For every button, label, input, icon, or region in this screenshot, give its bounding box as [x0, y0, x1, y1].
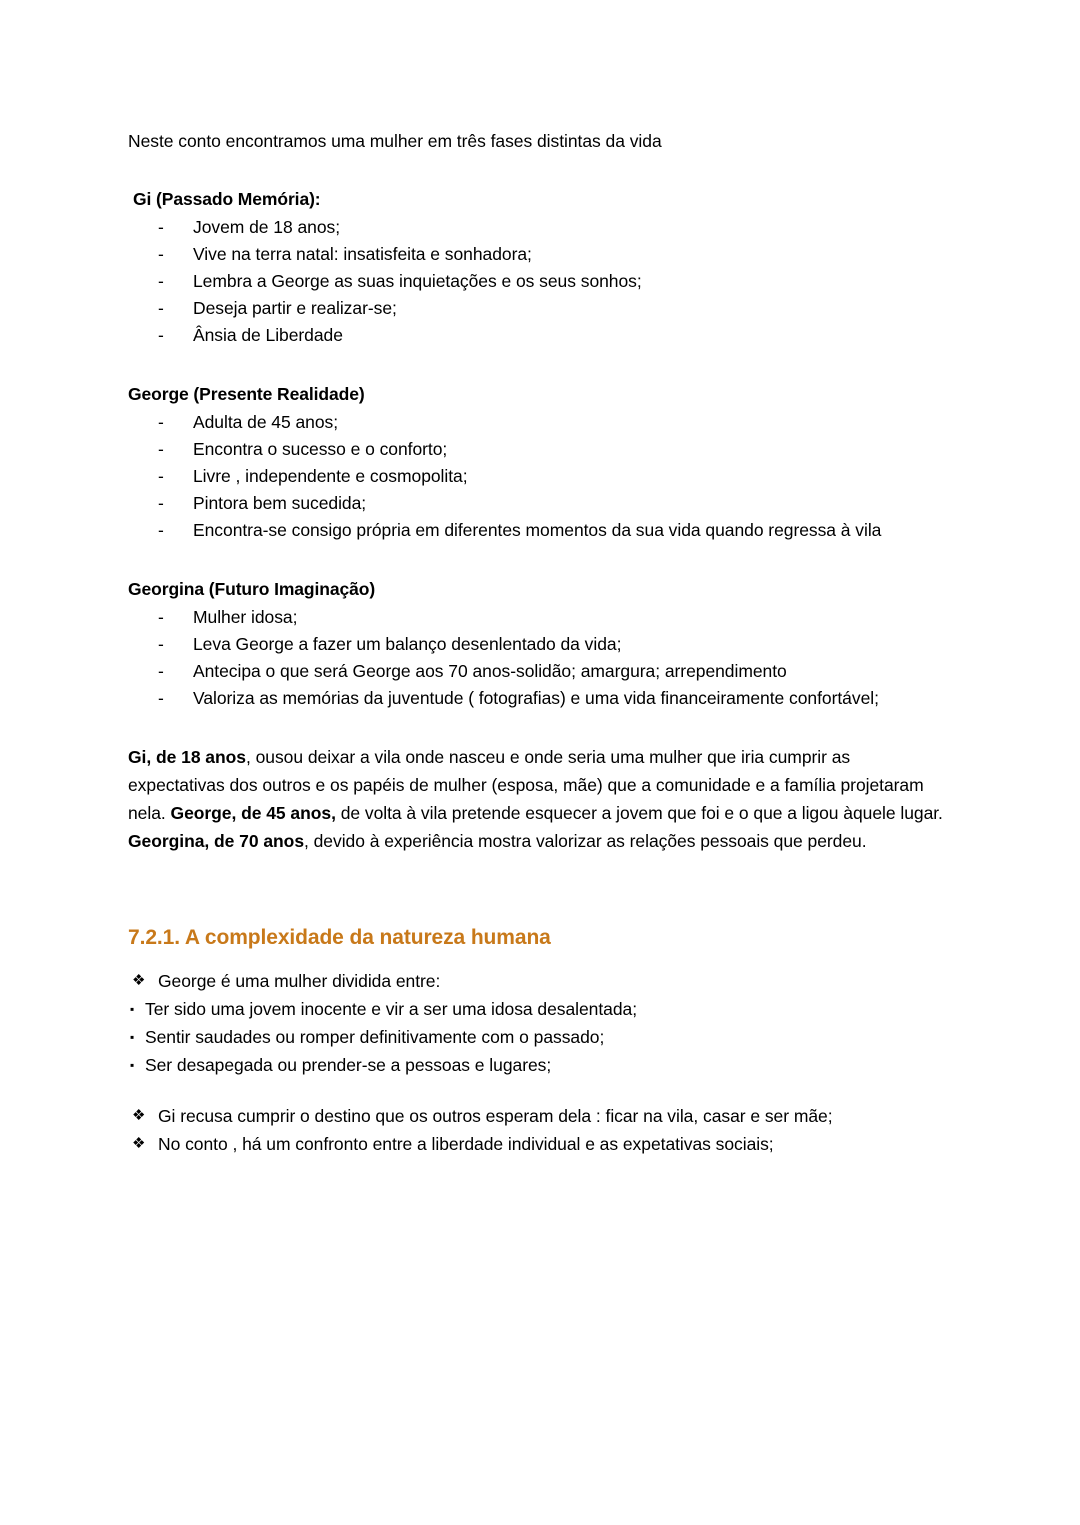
character-group-george [128, 380, 948, 544]
diamond-bullet-icon: ❖ [132, 972, 146, 989]
list-item [128, 967, 948, 995]
square-bullet-icon: ▪ [130, 1002, 135, 1016]
list-item [128, 463, 948, 490]
list-item-label: Encontra o sucesso e o conforto; [193, 439, 448, 459]
dash-bullet-icon: - [158, 298, 164, 318]
list-item [128, 409, 948, 436]
list-item [128, 436, 948, 463]
diamond-bullet-icon: ❖ [132, 1107, 146, 1124]
spacer [128, 357, 948, 380]
square-bullet-icon: ▪ [130, 1058, 135, 1072]
list-item [128, 631, 948, 658]
dash-bullet-icon: - [158, 325, 164, 345]
list-item [128, 1023, 948, 1051]
list-item [128, 1051, 948, 1079]
list-item-label: No conto , há um confronto entre a liberdade individual e as expetativas sociais; [158, 1134, 774, 1154]
dash-bullet-icon: - [158, 217, 164, 237]
dash-bullet-icon: - [158, 520, 164, 540]
list-item [128, 490, 948, 517]
section-heading: 7.2.1. A complexidade da natureza humana [128, 926, 551, 949]
list-item-label: George é uma mulher dividida entre: [158, 971, 441, 991]
character-group-gi [128, 185, 948, 349]
group-title: Gi (Passado Memória): [133, 189, 321, 209]
emphasis-run: Georgina, de 70 anos [128, 831, 304, 851]
dash-bullet-icon: - [158, 634, 164, 654]
list-item [128, 1102, 948, 1130]
intro-paragraph: Neste conto encontramos uma mulher em três fases distintas da vida [128, 131, 662, 151]
dash-bullet-icon: - [158, 466, 164, 486]
dash-bullet-icon: - [158, 439, 164, 459]
emphasis-run: Gi, de 18 anos [128, 747, 246, 767]
spacer [128, 1079, 948, 1102]
list-item-label: Sentir saudades ou romper definitivamente com o passado; [145, 1027, 605, 1047]
dash-bullet-icon: - [158, 688, 164, 708]
text-run: , devido à experiência mostra valorizar as relações pessoais que perdeu. [304, 831, 867, 851]
document-content [128, 128, 948, 1158]
list-item [128, 241, 948, 268]
group-item-list [128, 604, 948, 712]
list-item-label: Gi recusa cumprir o destino que os outros esperam dela : ficar na vila, casar e ser mãe; [158, 1106, 833, 1126]
dash-bullet-icon: - [158, 661, 164, 681]
dash-bullet-icon: - [158, 271, 164, 291]
section-bullet-list-1 [128, 967, 948, 1079]
list-item [128, 604, 948, 631]
list-item-label: Antecipa o que será George aos 70 anos-solidão; amargura; arrependimento [193, 661, 787, 681]
list-item [128, 517, 948, 544]
list-item [128, 268, 948, 295]
list-item-label: Lembra a George as suas inquietações e os seus sonhos; [193, 271, 642, 291]
group-item-list [128, 409, 948, 544]
spacer [128, 552, 948, 575]
text-run: , ousou deixar a vila onde nasceu e onde seria uma mulher que iria cumprir as expectativas dos outros e os papéis de mulher (esposa, mãe) que a comunidade e a família projetaram nela. [128, 747, 924, 823]
group-title: George (Presente Realidade) [128, 384, 365, 404]
list-item-label: Valoriza as memórias da juventude ( fotografias) e uma vida financeiramente confortável; [193, 688, 879, 708]
character-group-georgina [128, 575, 948, 712]
list-item [128, 1130, 948, 1158]
list-item-label: Jovem de 18 anos; [193, 217, 341, 237]
list-item [128, 658, 948, 685]
spacer [128, 889, 948, 923]
group-title: Georgina (Futuro Imaginação) [128, 579, 376, 599]
list-item-label: Deseja partir e realizar-se; [193, 298, 397, 318]
list-item-label: Leva George a fazer um balanço desenlentado da vida; [193, 634, 622, 654]
list-item-label: Vive na terra natal: insatisfeita e sonhadora; [193, 244, 532, 264]
group-item-list [128, 214, 948, 349]
list-item [128, 214, 948, 241]
list-item-label: Pintora bem sucedida; [193, 493, 367, 513]
list-item-label: Ânsia de Liberdade [193, 325, 343, 345]
emphasis-run: George, de 45 anos, [170, 803, 336, 823]
dash-bullet-icon: - [158, 493, 164, 513]
spacer [128, 720, 948, 743]
dash-bullet-icon: - [158, 244, 164, 264]
dash-bullet-icon: - [158, 412, 164, 432]
section-bullet-list-2 [128, 1102, 948, 1158]
list-item-label: Mulher idosa; [193, 607, 298, 627]
list-item-label: Adulta de 45 anos; [193, 412, 339, 432]
list-item [128, 685, 948, 712]
list-item-label: Ter sido uma jovem inocente e vir a ser uma idosa desalentada; [145, 999, 638, 1019]
list-item [128, 995, 948, 1023]
spacer [128, 168, 948, 185]
list-item-label: Ser desapegada ou prender-se a pessoas e lugares; [145, 1055, 552, 1075]
list-item [128, 295, 948, 322]
text-run: de volta à vila pretende esquecer a jovem que foi e o que a ligou àquele lugar. [335, 803, 943, 823]
list-item [128, 322, 948, 349]
spacer [128, 855, 948, 889]
summary-paragraph [128, 743, 950, 855]
list-item-label: Encontra-se consigo própria em diferentes momentos da sua vida quando regressa à vila [193, 520, 882, 540]
diamond-bullet-icon: ❖ [132, 1135, 146, 1152]
list-item-label: Livre , independente e cosmopolita; [193, 466, 468, 486]
dash-bullet-icon: - [158, 607, 164, 627]
square-bullet-icon: ▪ [130, 1030, 135, 1044]
